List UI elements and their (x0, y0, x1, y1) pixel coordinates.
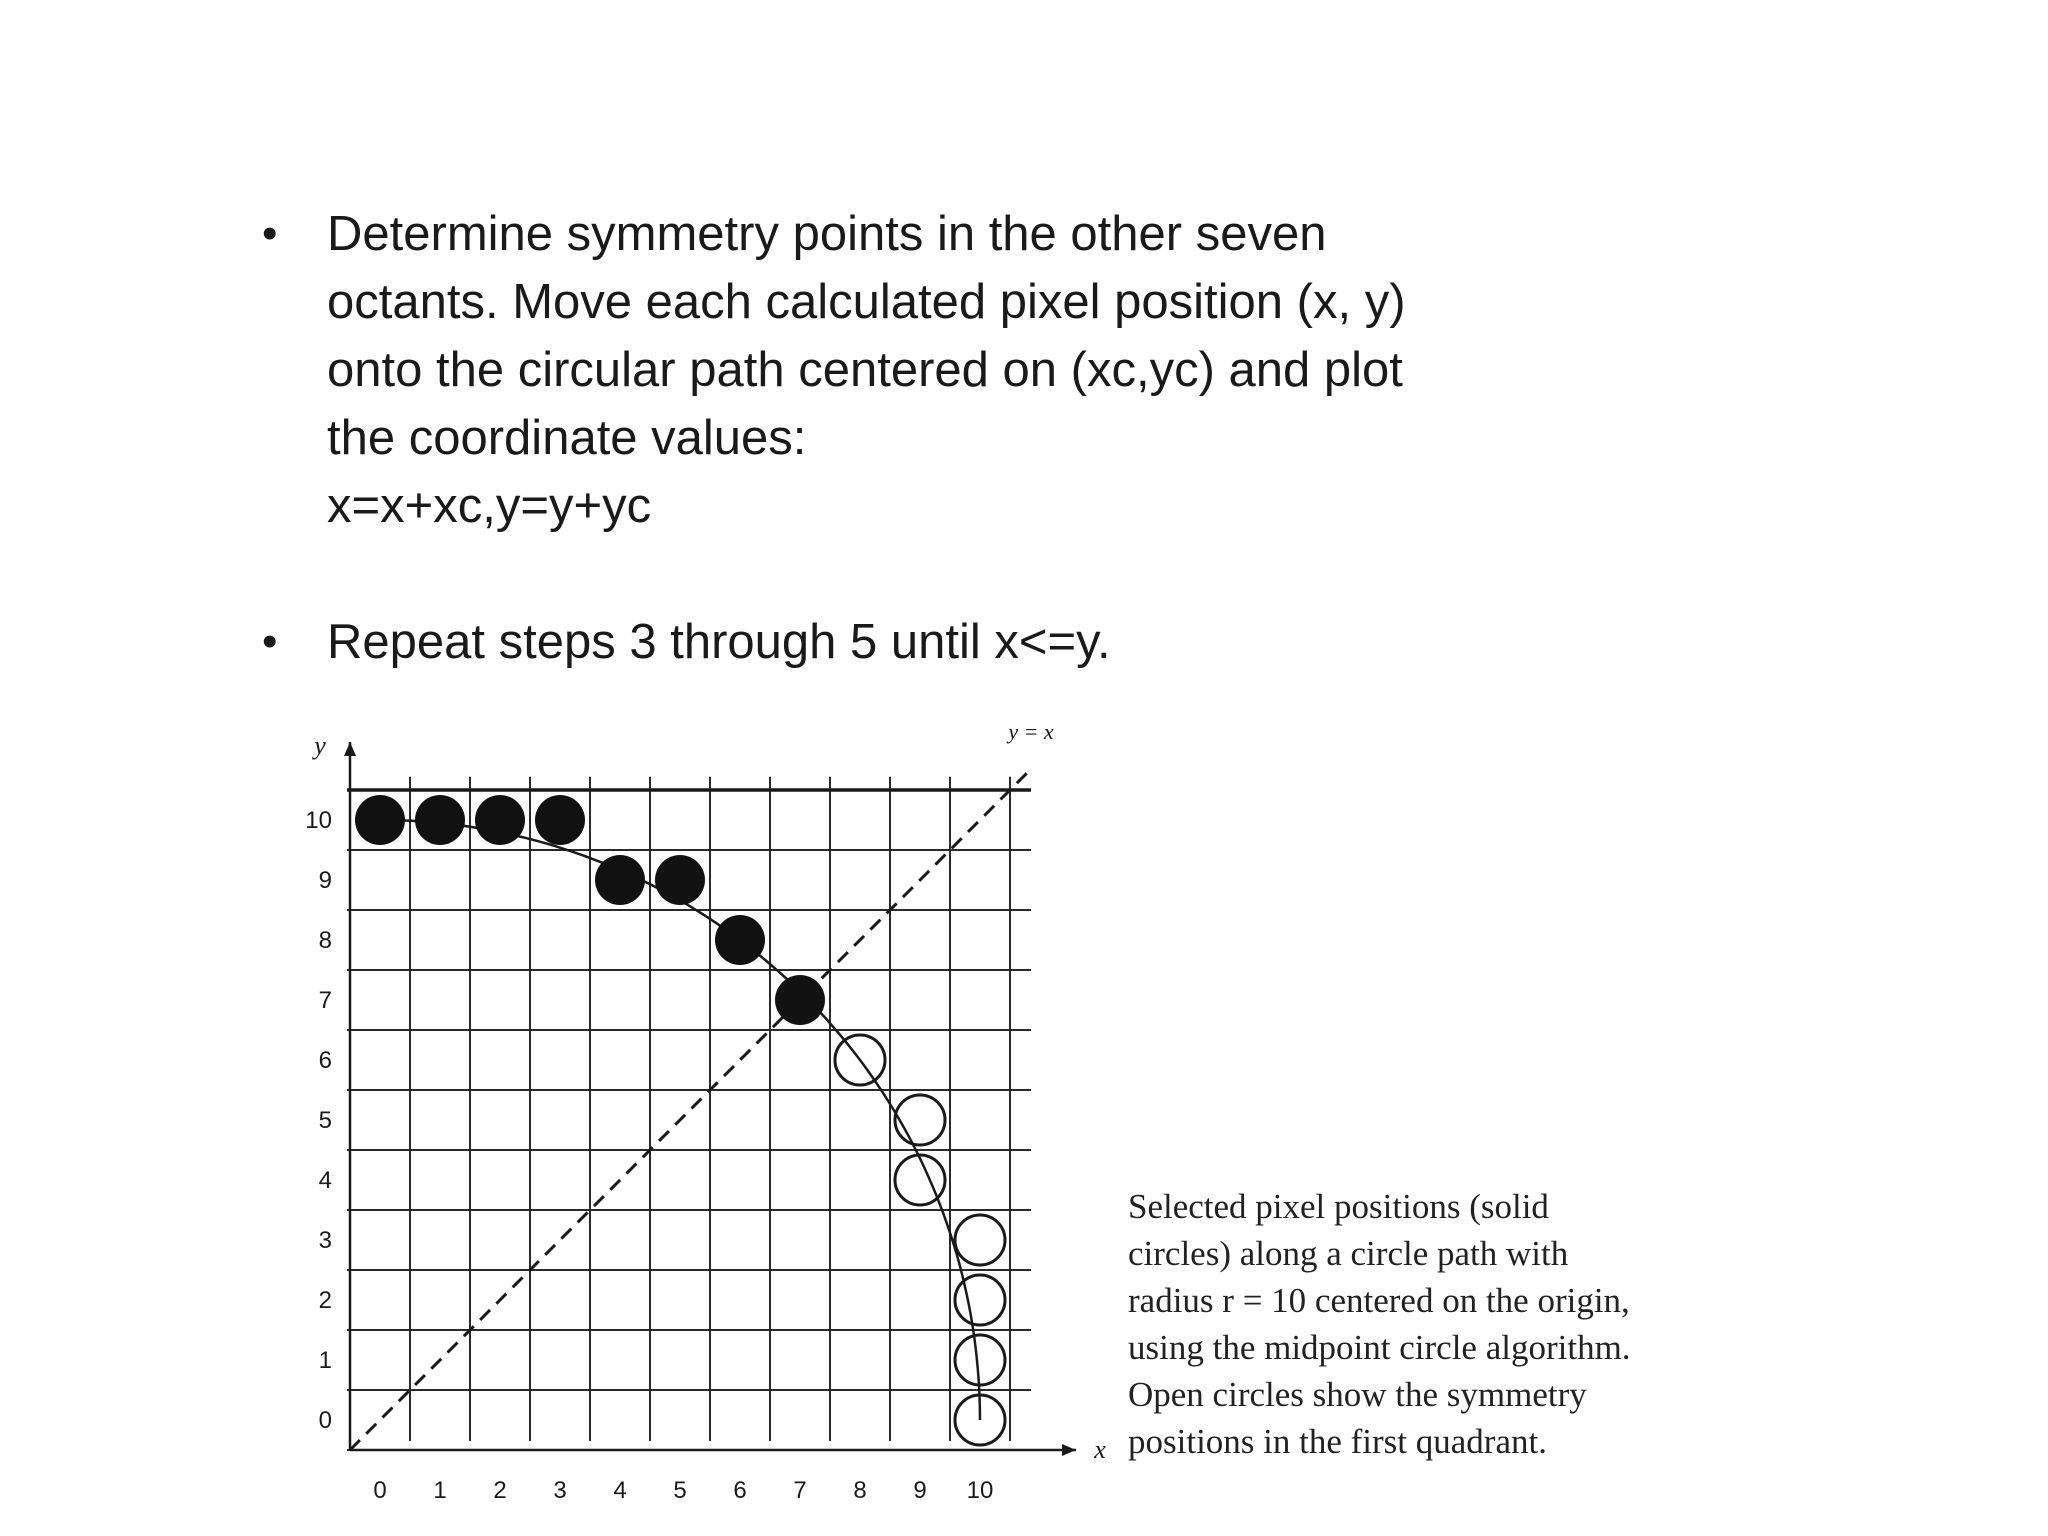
x-tick-label: 9 (913, 1477, 927, 1504)
y-tick-label: 7 (318, 987, 332, 1014)
solid-pixel-point (415, 795, 465, 845)
x-tick-label: 6 (733, 1477, 747, 1504)
bullet-1-line-1: Determine symmetry points in the other seven (327, 207, 1327, 261)
bullet-1-line-2: octants. Move each calculated pixel position (x, y) (327, 275, 1406, 329)
y-tick-label: 0 (318, 1407, 332, 1434)
x-tick-label: 8 (853, 1477, 867, 1504)
caption-line-6: positions in the first quadrant. (1128, 1422, 1547, 1461)
solid-pixel-point (715, 915, 765, 965)
solid-pixel-point (355, 795, 405, 845)
figure-caption (1128, 1183, 1748, 1465)
bullet-1-line-4: the coordinate values: (327, 411, 807, 465)
x-tick-label: 2 (493, 1477, 507, 1504)
y-tick-label: 8 (318, 927, 332, 954)
solid-pixel-point (595, 855, 645, 905)
open-symmetry-point (955, 1215, 1005, 1265)
open-symmetry-point (895, 1095, 945, 1145)
y-tick-label: 10 (305, 807, 332, 834)
y-tick-label: 9 (318, 867, 332, 894)
solid-pixel-point (475, 795, 525, 845)
diagonal-label: y = x (1008, 719, 1054, 744)
solid-pixel-point (775, 975, 825, 1025)
bullet-1-line-5: x=x+xc,y=y+yc (327, 479, 652, 533)
y-tick-label: 4 (318, 1167, 332, 1194)
y-tick-label: 2 (318, 1287, 332, 1314)
bullet-item-1 (250, 200, 1650, 540)
x-tick-label: 4 (613, 1477, 627, 1504)
bullet-dot-icon: • (262, 617, 278, 666)
x-axis-label: x (1094, 1435, 1106, 1464)
solid-pixel-point (655, 855, 705, 905)
caption-line-2: circles) along a circle path with (1128, 1234, 1569, 1273)
open-symmetry-point (955, 1335, 1005, 1385)
x-tick-label: 3 (553, 1477, 567, 1504)
caption-line-5: Open circles show the symmetry (1128, 1375, 1587, 1414)
bullet-2-line-1: Repeat steps 3 through 5 until x<=y. (327, 615, 1111, 669)
x-tick-label: 7 (793, 1477, 807, 1504)
y-tick-label: 3 (318, 1227, 332, 1254)
x-tick-label: 1 (433, 1477, 447, 1504)
y-axis-arrow-icon (344, 742, 356, 756)
x-axis-arrow-icon (1062, 1444, 1076, 1456)
bullet-item-2 (250, 608, 1650, 676)
caption-line-3: radius r = 10 centered on the origin, (1128, 1281, 1630, 1320)
caption-line-4: using the midpoint circle algorithm. (1128, 1328, 1631, 1367)
y-axis-label: y (314, 731, 326, 760)
x-tick-label: 5 (673, 1477, 687, 1504)
open-symmetry-point (955, 1275, 1005, 1325)
x-tick-label: 10 (966, 1477, 994, 1504)
y-tick-label: 1 (318, 1347, 332, 1374)
caption-line-1: Selected pixel positions (solid (1128, 1187, 1549, 1226)
open-symmetry-point (895, 1155, 945, 1205)
y-tick-label: 5 (318, 1107, 332, 1134)
solid-pixel-point (535, 795, 585, 845)
x-tick-label: 0 (373, 1477, 387, 1504)
bullet-list (250, 200, 1650, 676)
bullet-dot-icon: • (262, 209, 278, 258)
midpoint-circle-figure (270, 695, 1106, 1504)
bullet-1-line-3: onto the circular path centered on (xc,yc) and plot (327, 343, 1403, 397)
y-tick-label: 6 (318, 1047, 332, 1074)
